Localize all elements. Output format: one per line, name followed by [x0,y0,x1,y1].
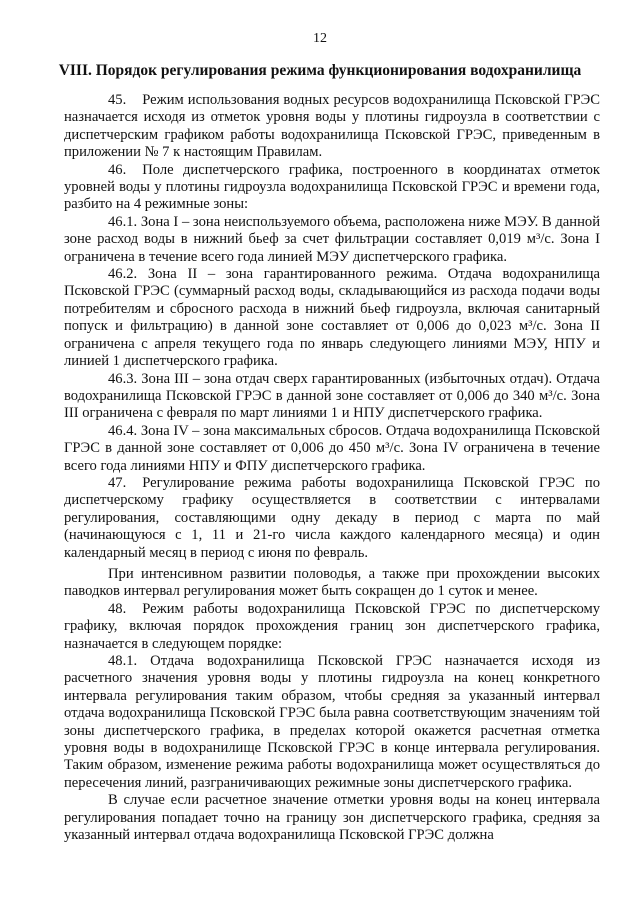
paragraph-46-4 [64,423,600,475]
paragraph-48-1 [64,653,600,792]
paragraph-45 [64,92,600,162]
paragraph-text: В случае если расчетное значение отметки уровня воды на конец интервала регулирования попадает точно на границу зон диспетчерского графика, средняя за указанный интервал отдача водохранилища Псковской ГРЭС должна [64,792,600,844]
paragraph-text: Регулирование режима работы водохранилища Псковской ГРЭС по диспетчерскому графику осуществляется в соответствии с интервалами регулирования, составляющими одну декаду в период с марта по май (начинающуюся с 1, 11 и 21-го числа каждого календарного месяца) и один календарный месяц в период с июня по февраль. [64,474,600,561]
paragraph-48 [64,601,600,653]
paragraph-48-1-note [64,792,600,844]
paragraph-number: 48. [108,600,127,617]
paragraph-number: 46. [108,161,127,178]
paragraph-text: 48.1. Отдача водохранилища Псковской ГРЭС назначается исходя из расчетного значения уровня воды у плотины гидроузла на конец конкретного интервала регулирования таким образом, чтобы средняя за указанный интервал отдача водохранилища Псковской ГРЭС была равна соответствующим значениям той зоны диспетчерского графика, в пределах которой окажется расчетная отметка уровня воды в водохранилище Псковской ГРЭС в конце интервала регулирования. Таким образом, изменение режима работы водохранилища может осуществляться до пересечения линий, разграничивающих режимные зоны диспетчерского графика. [64,653,600,791]
document-body [64,92,600,844]
paragraph-text: 46.1. Зона I – зона неиспользуемого объема, расположена ниже МЭУ. В данной зоне расход воды в нижний бьеф за счет фильтрации составляет 0,019 м³/с. Зона I ограничена в течение всего года линией МЭУ диспетчерского графика. [64,213,600,265]
paragraph-46-3 [64,371,600,423]
paragraph-text: Режим работы водохранилища Псковской ГРЭС по диспетчерскому графику, включая порядок прохождения границ зон диспетчерского графика, назначается в следующем порядке: [64,600,600,652]
paragraph-text: 46.4. Зона IV – зона максимальных сбросов. Отдача водохранилища Псковской ГРЭС в данной зоне составляет от 0,006 до 450 м³/с. Зона IV ограничена в течение всего года линиями НПУ и ФПУ диспетчерского графика. [64,422,600,474]
paragraph-text: 46.2. Зона II – зона гарантированного режима. Отдача водохранилища Псковской ГРЭС (суммарный расход воды, складывающийся из расхода подачи воды потребителям и сбросного расхода в нижний бьеф гидроузла, включая санитарный попуск и фильтрацию) в данной зоне составляет от 0,006 до 0,023 м³/с. Зона II ограничена с апреля текущего года по январь следующего линиями МЭУ, НПУ и линией 1 диспетчерского графика. [64,266,600,370]
paragraph-46 [64,162,600,214]
paragraph-47 [64,475,600,562]
paragraph-number: 47. [108,474,127,491]
paragraph-47-note [64,566,600,601]
paragraph-46-2 [64,266,600,370]
paragraph-46-1 [64,214,600,266]
page-number: 12 [313,31,327,46]
paragraph-text: При интенсивном развитии половодья, а также при прохождении высоких паводков интервал регулирования может быть сокращен до 1 суток и менее. [64,565,600,600]
section-title: VIII. Порядок регулирования режима функционирования водохранилища [58,62,582,79]
paragraph-number: 45. [108,92,127,108]
paragraph-text: 46.3. Зона III – зона отдач сверх гарантированных (избыточных отдач). Отдача водохранилища Псковской ГРЭС в данной зоне составляет от 0,006 до 340 м³/с. Зона III ограничена с февраля по март линиями 1 и НПУ диспетчерского графика. [64,370,600,422]
paragraph-text: Поле диспетчерского графика, построенного в координатах отметок уровней воды у плотины гидроузла водохранилища Псковской ГРЭС и времени года, разбито на 4 режимные зоны: [64,161,600,213]
paragraph-text: Режим использования водных ресурсов водохранилища Псковской ГРЭС назначается исходя из отметок уровня воды у плотины гидроузла в соответствии с диспетчерским графиком работы водохранилища Псковской ГРЭС, приведенным в приложении № 7 к настоящим Правилам. [64,92,600,161]
